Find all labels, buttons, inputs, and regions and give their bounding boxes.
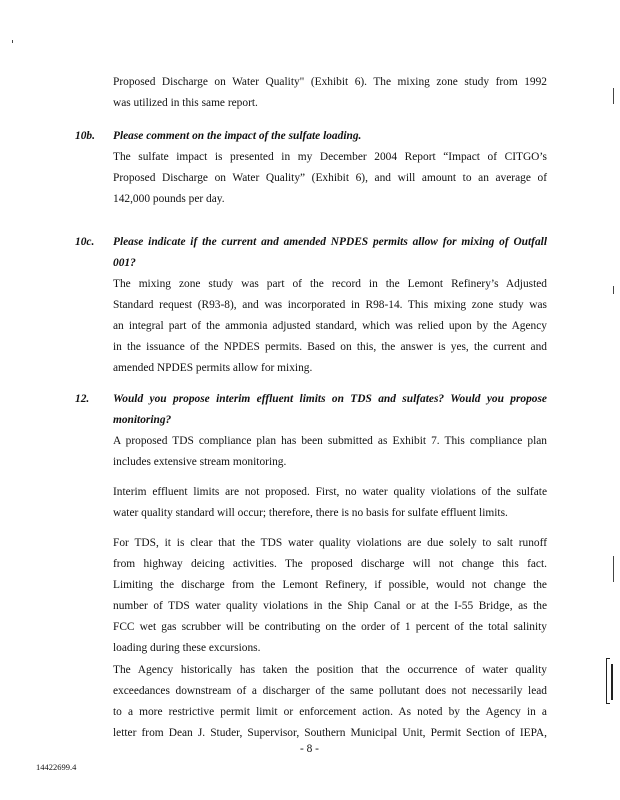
paragraph-line: For TDS, it is clear that the TDS water quality violations are due solely to salt runoff (113, 537, 547, 549)
page-number: - 8 - (300, 743, 319, 755)
paragraph-line: letter from Dean J. Studer, Supervisor, Southern Municipal Unit, Permit Section of IEPA, (113, 727, 547, 739)
paragraph-line: was utilized in this same report. (113, 97, 258, 109)
paragraph-line: to a more restrictive permit limit or enforcement action. As noted by the Agency in a (113, 706, 547, 718)
section-number: 12. (75, 393, 90, 405)
paragraph-line: FCC wet gas scrubber will be contributing on the order of 1 percent of the total salinity (113, 621, 547, 633)
paragraph-line: from highway deicing activities. The proposed discharge will not change this fact. (113, 558, 547, 570)
scan-artifact (613, 286, 614, 294)
paragraph-line: includes extensive stream monitoring. (113, 456, 287, 468)
paragraph-line: an integral part of the ammonia adjusted standard, which was relied upon by the Agency (113, 320, 547, 332)
document-id: 14422699.4 (36, 762, 77, 772)
paragraph-line: Proposed Discharge on Water Quality" (Exhibit 6). The mixing zone study from 1992 (113, 76, 547, 88)
margin-bracket (606, 703, 610, 704)
paragraph-line: exceedances downstream of a discharger of the same pollutant does not necessarily lead (113, 685, 547, 697)
question-heading: Please indicate if the current and amended NPDES permits allow for mixing of Outfall (113, 236, 547, 248)
paragraph-line: in the issuance of the NPDES permits. Based on this, the answer is yes, the current and (113, 341, 547, 353)
paragraph-line: number of TDS water quality violations in the Ship Canal or at the I-55 Bridge, as the (113, 600, 547, 612)
paragraph-line: Standard request (R93-8), and was incorporated in R98-14. This mixing zone study was (113, 299, 547, 311)
paragraph-line: loading during these excursions. (113, 642, 261, 654)
paragraph-line: Proposed Discharge on Water Quality” (Exhibit 6), and will amount to an average of (113, 172, 547, 184)
question-heading: Would you propose interim effluent limits on TDS and sulfates? Would you propose (113, 393, 547, 405)
paragraph-line: Interim effluent limits are not proposed. First, no water quality violations of the sulfate (113, 486, 547, 498)
paragraph-line: A proposed TDS compliance plan has been submitted as Exhibit 7. This compliance plan (113, 435, 547, 447)
paragraph-line: The sulfate impact is presented in my December 2004 Report “Impact of CITGO’s (113, 151, 547, 163)
section-number: 10c. (75, 236, 95, 248)
paragraph-line: The Agency historically has taken the position that the occurrence of water quality (113, 664, 547, 676)
margin-bracket (606, 658, 610, 659)
scan-artifact (613, 556, 614, 582)
question-heading: Please comment on the impact of the sulfate loading. (113, 130, 362, 142)
paragraph-line: 142,000 pounds per day. (113, 193, 225, 205)
scan-artifact (12, 40, 13, 43)
question-heading: 001? (113, 257, 136, 269)
scan-artifact (613, 88, 614, 104)
paragraph-line: amended NPDES permits allow for mixing. (113, 362, 313, 374)
margin-bracket (606, 658, 607, 704)
section-number: 10b. (75, 130, 95, 142)
question-heading: monitoring? (113, 414, 172, 426)
paragraph-line: water quality standard will occur; therefore, there is no basis for sulfate effluent limits. (113, 507, 508, 519)
margin-bracket (611, 664, 613, 700)
paragraph-line: The mixing zone study was part of the record in the Lemont Refinery’s Adjusted (113, 278, 547, 290)
paragraph-line: Limiting the discharge from the Lemont Refinery, if possible, would not change the (113, 579, 547, 591)
